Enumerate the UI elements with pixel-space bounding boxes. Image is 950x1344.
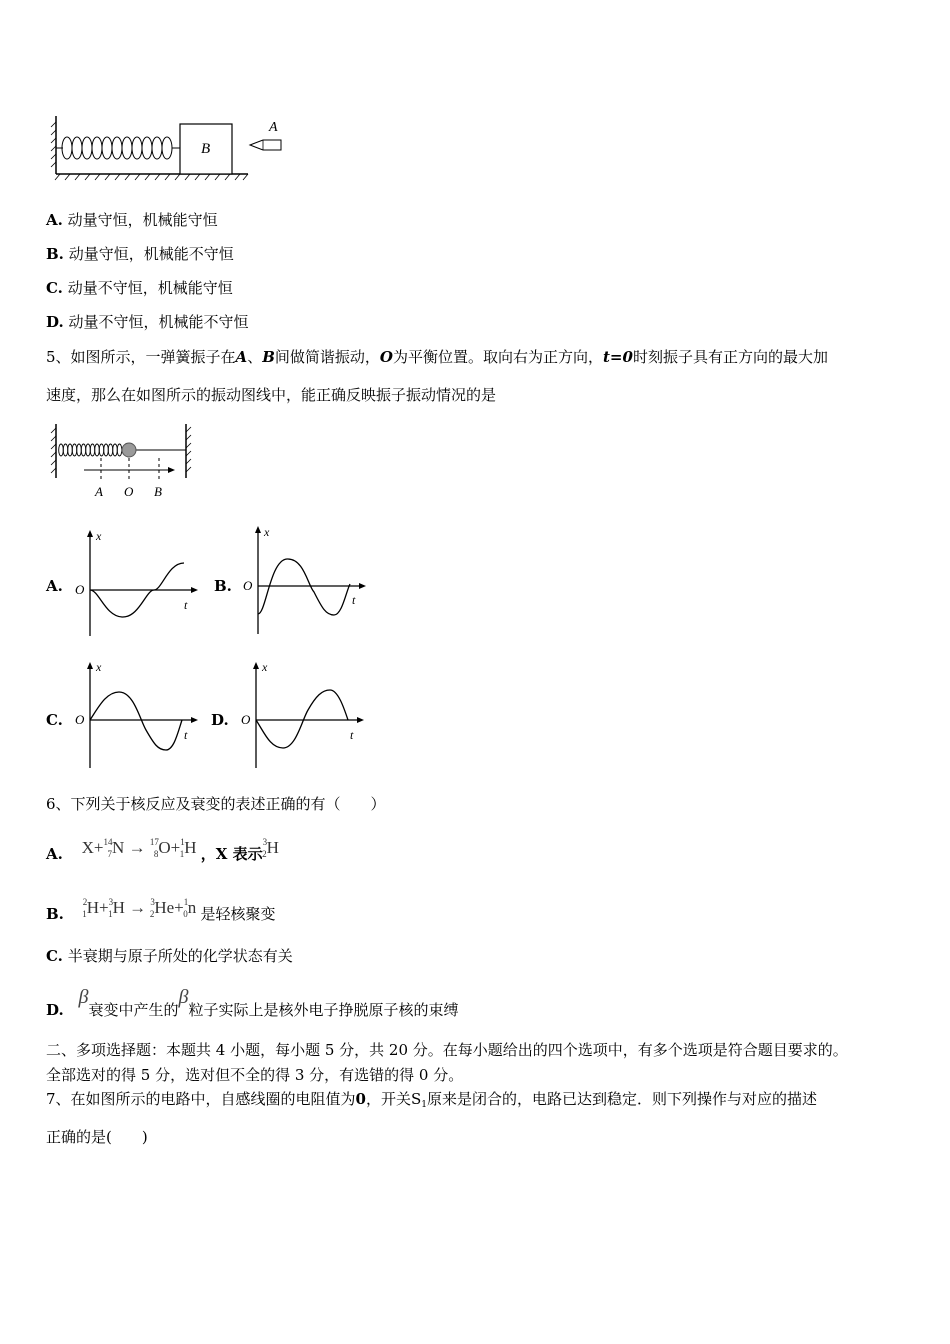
q4-option-a: A. 动量守恒，机械能守恒 [46,211,218,229]
q5-graph-d [238,658,368,770]
beta-symbol: β [178,986,189,1008]
nuclear-equation-a: X+$^{14}_7$N → $^{17}_8$O+$^1_1$H [81,837,197,859]
x-axis-label: t [184,598,188,612]
x-axis-label: t [350,728,354,742]
tritium-symbol: $^3_2$H [262,837,279,859]
point-a-label: A [95,484,103,499]
q5-graph-b [240,522,370,636]
q5-option-b-letter: B. [214,577,232,595]
q5-stem-line-1: 5、如图所示，一弹簧振子在A、B间做简谐振动，O为平衡位置。取向右为正方向，t=0时刻振子具有正方向的最大加 [46,348,828,366]
block-b-label: B [201,141,211,157]
origin-label: O [75,582,85,597]
q7-stem-line-2: 正确的是( ) [46,1128,148,1146]
q5-option-a-letter: A. [46,577,63,595]
section2-instructions-line-1: 二、多项选择题：本题共 4 小题，每小题 5 分，共 20 分。在每小题给出的四个选项中，有多个选项是符合题目要求的。 [46,1041,848,1059]
q5-option-c-letter: C. [46,711,63,729]
origin-label: O [241,712,251,727]
x-axis-label: t [184,728,188,742]
y-axis-label: x [262,660,268,674]
origin-label: O [243,578,253,593]
y-axis-label: x [96,529,102,543]
q5-graph-a [72,528,202,638]
y-axis-label: x [96,660,102,674]
point-o-label: O [124,484,134,499]
q5-oscillator-figure [48,422,198,502]
q4-option-b: B. 动量守恒，机械能不守恒 [46,245,234,263]
q6-stem: 6、下列关于核反应及衰变的表述正确的有（ ） [46,795,386,813]
y-axis-label: x [264,525,270,539]
origin-label: O [75,712,85,727]
q5-stem-line-2: 速度，那么在如图所示的振动图线中，能正确反映振子振动情况的是 [46,386,497,404]
x-axis-label: t [352,593,356,607]
q6-option-a: A. X+$^{14}_7$N → $^{17}_8$O+$^1_1$H ，X 表示$^3_2$H [46,837,279,863]
section2-instructions-line-2: 全部选对的得 5 分，选对但不全的得 3 分，有选错的得 0 分。 [46,1066,464,1084]
q5-option-d-letter: D. [211,711,229,729]
q4-option-d: D. 动量不守恒，机械能不守恒 [46,313,249,331]
q4-option-c: C. 动量不守恒，机械能守恒 [46,279,233,297]
q7-stem-line-1: 7、在如图所示的电路中，自感线圈的电阻值为0，开关$S_1$原来是闭合的，电路已达到稳定．则下列操作与对应的描述 [46,1090,818,1110]
q4-spring-block-figure [50,112,290,184]
nuclear-equation-b: $^2_1$H+$^3_1$H → $^3_2$He+$^1_0$n [82,897,197,919]
q6-option-c: C. 半衰期与原子所处的化学状态有关 [46,947,293,965]
q6-option-d: D. β衰变中产生的β粒子实际上是核外电子挣脱原子核的束缚 [46,986,459,1019]
q6-option-b: B. $^2_1$H+$^3_1$H → $^3_2$He+$^1_0$n 是轻核聚变 [46,897,276,923]
point-b-label: B [154,484,162,499]
q5-graph-c [72,658,202,770]
beta-symbol: β [78,986,89,1008]
bullet-a-label: A [269,120,278,135]
